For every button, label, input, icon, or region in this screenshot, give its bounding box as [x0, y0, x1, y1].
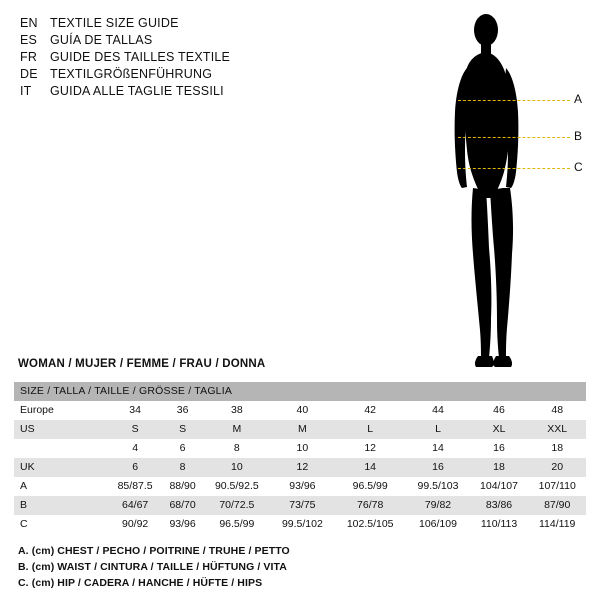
cell: 87/90: [528, 496, 586, 515]
section-title: WOMAN / MUJER / FEMME / FRAU / DONNA: [18, 358, 266, 370]
cell: 44: [406, 401, 469, 420]
language-text: GUIDE DES TAILLES TEXTILE: [50, 50, 231, 64]
language-row: [20, 50, 350, 67]
measure-line-hip: [458, 168, 570, 169]
cell: L: [406, 420, 469, 439]
cell: 107/110: [528, 477, 586, 496]
row-label: [14, 439, 108, 458]
row-label: Europe: [14, 401, 108, 420]
table-row: [14, 401, 586, 420]
language-row: [20, 33, 350, 50]
cell: 6: [162, 439, 203, 458]
cell: 38: [203, 401, 271, 420]
cell: 70/72.5: [203, 496, 271, 515]
language-code: IT: [20, 84, 32, 98]
cell: 8: [203, 439, 271, 458]
table-row: [14, 439, 586, 458]
measure-label-a: A: [574, 92, 583, 106]
cell: M: [203, 420, 271, 439]
language-text: TEXTILE SIZE GUIDE: [50, 16, 179, 30]
cell: 16: [406, 458, 469, 477]
cell: 93/96: [271, 477, 334, 496]
measurement-legend: [18, 543, 578, 591]
cell: 20: [528, 458, 586, 477]
cell: 36: [162, 401, 203, 420]
language-code: ES: [20, 33, 38, 47]
table-header-label: SIZE / TALLA / TAILLE / GRÖSSE / TAGLIA: [14, 382, 586, 401]
language-text: TEXTILGRÖßENFÜHRUNG: [50, 67, 213, 81]
cell: 85/87.5: [108, 477, 162, 496]
cell: 99.5/103: [406, 477, 469, 496]
cell: 83/86: [470, 496, 529, 515]
table-row: [14, 496, 586, 515]
cell: 106/109: [406, 515, 469, 534]
measure-line-waist: [458, 137, 570, 138]
cell: 18: [528, 439, 586, 458]
table-header-row: [14, 382, 586, 401]
cell: XL: [470, 420, 529, 439]
cell: 79/82: [406, 496, 469, 515]
cell: 104/107: [470, 477, 529, 496]
language-code: FR: [20, 50, 38, 64]
cell: 46: [470, 401, 529, 420]
cell: 114/119: [528, 515, 586, 534]
cell: 14: [406, 439, 469, 458]
legend-row-a: A. (cm) CHEST / PECHO / POITRINE / TRUHE / PETTO: [18, 545, 290, 557]
cell: 8: [162, 458, 203, 477]
language-code: DE: [20, 67, 38, 81]
language-code: EN: [20, 16, 38, 30]
cell: 90.5/92.5: [203, 477, 271, 496]
language-text: GUIDA ALLE TAGLIE TESSILI: [50, 84, 224, 98]
cell: 34: [108, 401, 162, 420]
measure-label-c: C: [574, 160, 583, 174]
row-label: UK: [14, 458, 108, 477]
row-label: B: [14, 496, 108, 515]
table-row: [14, 515, 586, 534]
cell: M: [271, 420, 334, 439]
cell: 99.5/102: [271, 515, 334, 534]
cell: 40: [271, 401, 334, 420]
cell: 76/78: [334, 496, 406, 515]
cell: 93/96: [162, 515, 203, 534]
cell: 12: [334, 439, 406, 458]
table-row: [14, 477, 586, 496]
cell: 10: [203, 458, 271, 477]
cell: 14: [334, 458, 406, 477]
cell: 96.5/99: [334, 477, 406, 496]
female-silhouette-icon: [440, 8, 590, 373]
cell: 48: [528, 401, 586, 420]
measure-label-b: B: [574, 129, 583, 143]
cell: 12: [271, 458, 334, 477]
legend-row-b: B. (cm) WAIST / CINTURA / TAILLE / HÜFTUNG / VITA: [18, 561, 287, 573]
cell: 88/90: [162, 477, 203, 496]
cell: 110/113: [470, 515, 529, 534]
cell: S: [108, 420, 162, 439]
cell: XXL: [528, 420, 586, 439]
legend-row-c: C. (cm) HIP / CADERA / HANCHE / HÜFTE / HIPS: [18, 577, 263, 589]
language-row: [20, 84, 350, 101]
language-row: [20, 16, 350, 33]
cell: 42: [334, 401, 406, 420]
cell: 73/75: [271, 496, 334, 515]
language-row: [20, 67, 350, 84]
table-row: [14, 420, 586, 439]
measure-line-chest: [458, 100, 570, 101]
cell: S: [162, 420, 203, 439]
cell: 68/70: [162, 496, 203, 515]
cell: L: [334, 420, 406, 439]
table-row: [14, 458, 586, 477]
cell: 90/92: [108, 515, 162, 534]
cell: 16: [470, 439, 529, 458]
cell: 64/67: [108, 496, 162, 515]
row-label: A: [14, 477, 108, 496]
language-text: GUÍA DE TALLAS: [50, 33, 153, 47]
cell: 18: [470, 458, 529, 477]
size-table: [14, 382, 586, 534]
row-label: C: [14, 515, 108, 534]
cell: 4: [108, 439, 162, 458]
row-label: US: [14, 420, 108, 439]
body-figure: [440, 8, 590, 373]
cell: 96.5/99: [203, 515, 271, 534]
language-list: [20, 16, 350, 101]
cell: 102.5/105: [334, 515, 406, 534]
cell: 10: [271, 439, 334, 458]
cell: 6: [108, 458, 162, 477]
